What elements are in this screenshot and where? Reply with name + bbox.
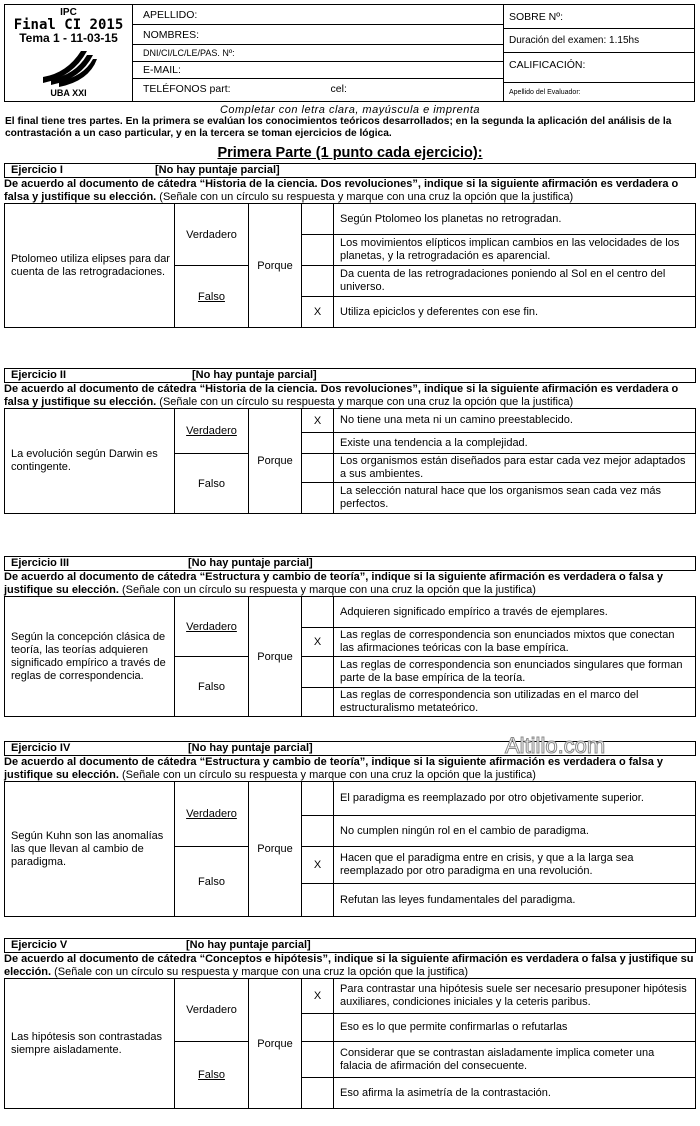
intro-text: El final tiene tres partes. En la primera se evalúan los conocimientos teóricos desarrollados; en la segunda la aplicación del análisis de la contrastación a un caso particular, y en la tercera se toman ejercicios de lógica. [5, 116, 672, 139]
verdadero-label: Verdadero [186, 228, 237, 241]
evaluador-field[interactable] [504, 83, 694, 101]
justification-option: No cumplen ningún rol en el cambio de paradigma. [334, 816, 696, 847]
uba-label: UBA XXI [50, 88, 87, 98]
answer-table [4, 203, 696, 328]
exercise-block [4, 163, 696, 328]
answer-row [5, 597, 696, 628]
exercise-question [4, 178, 696, 203]
exercise-title [4, 556, 696, 571]
exercise-name: Ejercicio IV [11, 742, 71, 754]
email-field[interactable] [133, 62, 503, 79]
answer-table [4, 978, 696, 1109]
falso-label: Falso [198, 1069, 225, 1081]
question-bold: De acuerdo al documento de cátedra “Historia de la ciencia. Dos revoluciones”, indique si la siguiente afirmación es verdadera o falsa y justifique su elección. [4, 178, 679, 203]
answer-table [4, 781, 696, 917]
question-bold: De acuerdo al documento de cátedra “Historia de la ciencia. Dos revoluciones”, indique si la siguiente afirmación es verdadera o falsa y justifique su elección. [4, 383, 679, 408]
statement-cell: La evolución según Darwin es contingente. [5, 409, 175, 514]
justification-option: Adquieren significado empírico a través de ejemplares. [334, 597, 696, 628]
duracion-label: Duración del examen: 1.15hs [509, 35, 640, 46]
falso-option[interactable] [175, 1042, 249, 1109]
verdadero-option[interactable] [175, 409, 249, 454]
part-title: Primera Parte (1 punto cada ejercicio): [217, 145, 483, 161]
justification-checkbox[interactable] [302, 688, 334, 717]
exercise-block [4, 556, 696, 717]
dni-label: DNI/CI/LC/LE/PAS. Nº: [143, 48, 235, 58]
justification-checkbox[interactable] [302, 483, 334, 514]
justification-option: Considerar que se contrastan aisladamente implica cometer una falacia de afirmación del consecuente. [334, 1042, 696, 1078]
exercise-block [4, 368, 696, 514]
puntaje-label: [No hay puntaje parcial] [155, 164, 280, 176]
apellido-field[interactable] [133, 5, 503, 25]
duracion-field [504, 29, 694, 53]
ipc-label: IPC [60, 7, 77, 18]
justification-checkbox[interactable] [302, 266, 334, 297]
puntaje-label: [No hay puntaje parcial] [188, 742, 313, 754]
exercise-title [4, 368, 696, 383]
answer-row [5, 979, 696, 1014]
exercise-block [4, 938, 696, 1109]
question-instruction: (Señale con un círculo su respuesta y marque con una cruz la opción que la justifica) [156, 395, 574, 408]
justification-checkbox[interactable] [302, 235, 334, 266]
apellido-label: APELLIDO: [143, 8, 198, 21]
exam-title: Final CI 2015 [13, 17, 124, 33]
exercise-question [4, 571, 696, 596]
justification-checkbox[interactable] [302, 1042, 334, 1078]
justification-checkbox[interactable] [302, 816, 334, 847]
exam-header [4, 4, 695, 102]
falso-label: Falso [198, 680, 225, 693]
question-instruction: (Señale con un círculo su respuesta y marque con una cruz la opción que la justifica) [118, 768, 536, 781]
justification-option: Utiliza epiciclos y deferentes con ese fin. [334, 297, 696, 328]
verdadero-label: Verdadero [186, 620, 237, 633]
falso-label: Falso [198, 477, 225, 490]
justification-option: Refutan las leyes fundamentales del paradigma. [334, 884, 696, 917]
answer-row [5, 782, 696, 816]
justification-option: Las reglas de correspondencia son utilizadas en el marco del estructuralismo metateórico. [334, 688, 696, 717]
exam-info-fields [504, 5, 694, 101]
falso-label: Falso [198, 875, 225, 888]
exercise-title [4, 938, 696, 953]
statement-cell: Según Kuhn son las anomalías las que llevan al cambio de paradigma. [5, 782, 175, 917]
answer-table [4, 596, 696, 717]
puntaje-label: [No hay puntaje parcial] [192, 369, 317, 381]
justification-option: El paradigma es reemplazado por otro objetivamente superior. [334, 782, 696, 816]
justification-checkbox[interactable] [302, 454, 334, 483]
answer-row [5, 409, 696, 433]
question-bold: De acuerdo al documento de cátedra “Estructura y cambio de teoría”, indique si la siguiente afirmación es verdadera o falsa y justifique su elección. [4, 571, 663, 596]
justification-checkbox[interactable]: X [302, 297, 334, 328]
justification-option: La selección natural hace que los organismos sean cada vez más perfectos. [334, 483, 696, 514]
cel-label: cel: [330, 83, 347, 95]
porque-cell: Porque [249, 597, 302, 717]
justification-checkbox[interactable] [302, 433, 334, 454]
falso-label: Falso [198, 290, 225, 303]
justification-option: Según Ptolomeo los planetas no retrogradan. [334, 204, 696, 235]
telefonos-field[interactable] [133, 79, 503, 99]
justification-option: Da cuenta de las retrogradaciones poniendo al Sol en el centro del universo. [334, 266, 696, 297]
question-instruction: (Señale con un círculo su respuesta y marque con una cruz la opción que la justifica) [156, 190, 574, 203]
question-instruction: (Señale con un círculo su respuesta y marque con una cruz la opción que la justifica) [51, 965, 469, 978]
justification-checkbox[interactable] [302, 204, 334, 235]
question-bold: De acuerdo al documento de cátedra “Conceptos e hipótesis”, indique si la siguiente afirmación es verdadera o falsa y justifique su elección. [4, 953, 694, 978]
dni-field[interactable] [133, 45, 503, 62]
justification-checkbox[interactable] [302, 597, 334, 628]
completar-instruction: Completar con letra clara, mayúscula e imprenta [219, 104, 481, 116]
question-bold: De acuerdo al documento de cátedra “Estructura y cambio de teoría”, indique si la siguiente afirmación es verdadera o falsa y justifique su elección. [4, 756, 663, 781]
verdadero-label: Verdadero [186, 808, 237, 820]
exercise-name: Ejercicio II [11, 369, 67, 381]
verdadero-label: Verdadero [186, 1004, 237, 1016]
justification-checkbox[interactable] [302, 782, 334, 816]
puntaje-label: [No hay puntaje parcial] [188, 557, 313, 569]
falso-option[interactable] [175, 266, 249, 328]
exercise-name: Ejercicio I [11, 164, 63, 176]
justification-option: Las reglas de correspondencia son enunciados mixtos que conectan las afirmaciones teóricas con la base empírica. [334, 628, 696, 657]
student-fields [133, 5, 504, 101]
falso-option[interactable] [175, 454, 249, 514]
watermark: Altillo.com [505, 733, 606, 758]
verdadero-label: Verdadero [186, 425, 237, 437]
exercise-question [4, 756, 696, 781]
justification-checkbox[interactable] [302, 884, 334, 917]
justification-option: Eso es lo que permite confirmarlas o refutarlas [334, 1014, 696, 1042]
statement-cell: Según la concepción clásica de teoría, las teorías adquieren significado empírico a través de reglas de correspondencia. [5, 597, 175, 717]
email-label: E-MAIL: [143, 64, 181, 76]
justification-checkbox[interactable] [302, 657, 334, 688]
exercise-question [4, 383, 696, 408]
justification-checkbox[interactable]: X [302, 409, 334, 433]
sobre-field[interactable] [504, 5, 694, 29]
exercise-question [4, 953, 696, 978]
exercise-name: Ejercicio V [11, 939, 68, 951]
justification-option: Los organismos están diseñados para estar cada vez mejor adaptados a sus ambientes. [334, 454, 696, 483]
verdadero-option[interactable] [175, 204, 249, 266]
uba-xxi-logo-icon [37, 47, 101, 87]
answer-row [5, 204, 696, 235]
verdadero-option[interactable] [175, 979, 249, 1042]
sobre-label: SOBRE Nº: [509, 10, 564, 23]
porque-cell: Porque [249, 979, 302, 1109]
justification-option: Existe una tendencia a la complejidad. [334, 433, 696, 454]
verdadero-option[interactable] [175, 597, 249, 657]
falso-option[interactable] [175, 657, 249, 717]
verdadero-option[interactable] [175, 782, 249, 847]
question-instruction: (Señale con un círculo su respuesta y marque con una cruz la opción que la justifica) [118, 583, 536, 596]
justification-option: Las reglas de correspondencia son enunciados singulares que forman parte de la base empírica de la teoría. [334, 657, 696, 688]
justification-checkbox[interactable]: X [302, 628, 334, 657]
justification-checkbox[interactable] [302, 1014, 334, 1042]
header-logo-block [5, 5, 133, 101]
justification-option: Para contrastar una hipótesis suele ser necesario presuponer hipótesis auxiliares, condiciones iniciales y la ceteris paribus. [334, 979, 696, 1014]
exam-tema: Tema 1 - 11-03-15 [19, 31, 118, 45]
justification-option: Eso afirma la asimetría de la contrastación. [334, 1078, 696, 1109]
exercise-title [4, 163, 696, 178]
justification-checkbox[interactable]: X [302, 979, 334, 1014]
justification-option: Hacen que el paradigma entre en crisis, y que a la larga sea reemplazado por otro paradigma en una revolución. [334, 847, 696, 884]
nombres-field[interactable] [133, 25, 503, 45]
statement-cell: Ptolomeo utiliza elipses para dar cuenta de las retrogradaciones. [5, 204, 175, 328]
porque-cell: Porque [249, 409, 302, 514]
telefonos-label: TELÉFONOS part: [143, 83, 231, 95]
nombres-label: NOMBRES: [143, 28, 200, 41]
answer-table [4, 408, 696, 514]
justification-option: No tiene una meta ni un camino preestablecido. [334, 409, 696, 433]
statement-cell: Las hipótesis son contrastadas siempre aisladamente. [5, 979, 175, 1109]
calificacion-field[interactable] [504, 53, 694, 83]
exercise-name: Ejercicio III [11, 557, 70, 569]
puntaje-label: [No hay puntaje parcial] [186, 939, 311, 951]
porque-cell: Porque [249, 782, 302, 917]
calificacion-label: CALIFICACIÓN: [509, 59, 586, 71]
justification-option: Los movimientos elípticos implican cambios en las velocidades de los planetas, y la retrogradación es aparencial. [334, 235, 696, 266]
evaluador-label: Apellido del Evaluador: [509, 88, 581, 96]
falso-option[interactable] [175, 847, 249, 917]
exercise-block [4, 741, 696, 917]
justification-checkbox[interactable] [302, 1078, 334, 1109]
justification-checkbox[interactable]: X [302, 847, 334, 884]
porque-cell: Porque [249, 204, 302, 328]
